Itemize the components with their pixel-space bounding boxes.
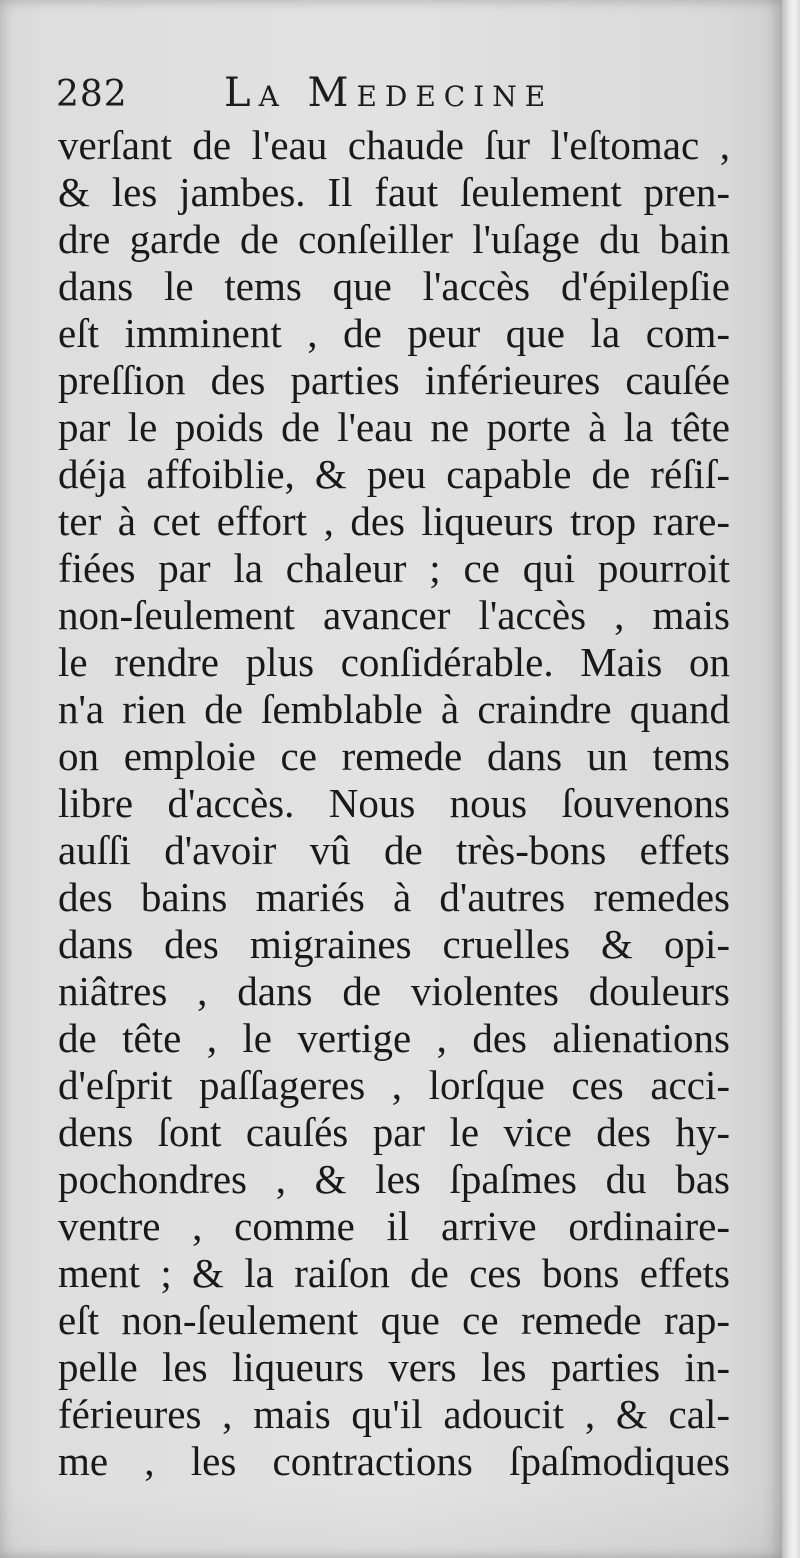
page-bottom-shade: [0, 1488, 782, 1558]
text-line: preſſion des parties inférieures cauſée: [58, 357, 730, 403]
text-line: n'a rien de ſemblable à craindre quand: [58, 686, 730, 732]
text-line: dens ſont cauſés par le vice des hy-: [58, 1109, 730, 1155]
text-line: des bains mariés à d'autres remedes: [58, 874, 730, 920]
text-line: on emploie ce remede dans un tems: [58, 733, 730, 779]
text-line: férieures , mais qu'il adoucit , & cal-: [58, 1391, 730, 1437]
text-line: libre d'accès. Nous nous ſouvenons: [58, 780, 730, 826]
text-line: déja affoiblie, & peu capable de réſiſ-: [58, 451, 730, 497]
page-number: 282: [56, 74, 128, 115]
text-line: eſt non-ſeulement que ce remede rap-: [58, 1297, 730, 1343]
text-line: eſt imminent , de peur que la com-: [58, 310, 730, 356]
text-line: ter à cet effort , des liqueurs trop rare-: [58, 498, 730, 544]
page-edge: [782, 0, 800, 1558]
text-line: pochondres , & les ſpaſmes du bas: [58, 1156, 730, 1202]
text-line: le rendre plus conſidérable. Mais on: [58, 639, 730, 685]
text-line: & les jambes. Il faut ſeulement pren-: [58, 169, 730, 215]
body-text: [58, 122, 730, 1485]
text-line: fiées par la chaleur ; ce qui pourroit: [58, 545, 730, 591]
text-line: pelle les liqueurs vers les parties in-: [58, 1344, 730, 1390]
text-line: niâtres , dans de violentes douleurs: [58, 968, 730, 1014]
text-line: dans le tems que l'accès d'épilepſie: [58, 263, 730, 309]
page-header: [56, 66, 736, 128]
text-line: ment ; & la raiſon de ces bons effets: [58, 1250, 730, 1296]
text-line: auſſi d'avoir vû de très-bons effets: [58, 827, 730, 873]
text-line: dre garde de conſeiller l'uſage du bain: [58, 216, 730, 262]
running-title: La Medecine: [224, 70, 554, 116]
text-line: me , les contractions ſpaſmodiques: [58, 1438, 730, 1484]
text-line: de tête , le vertige , des alienations: [58, 1015, 730, 1061]
text-line: non-ſeulement avancer l'accès , mais: [58, 592, 730, 638]
text-line: verſant de l'eau chaude ſur l'eſtomac ,: [58, 122, 730, 168]
text-line: par le poids de l'eau ne porte à la tête: [58, 404, 730, 450]
text-line: dans des migraines cruelles & opi-: [58, 921, 730, 967]
text-line: ventre , comme il arrive ordinaire-: [58, 1203, 730, 1249]
text-line: d'eſprit paſſageres , lorſque ces acci-: [58, 1062, 730, 1108]
